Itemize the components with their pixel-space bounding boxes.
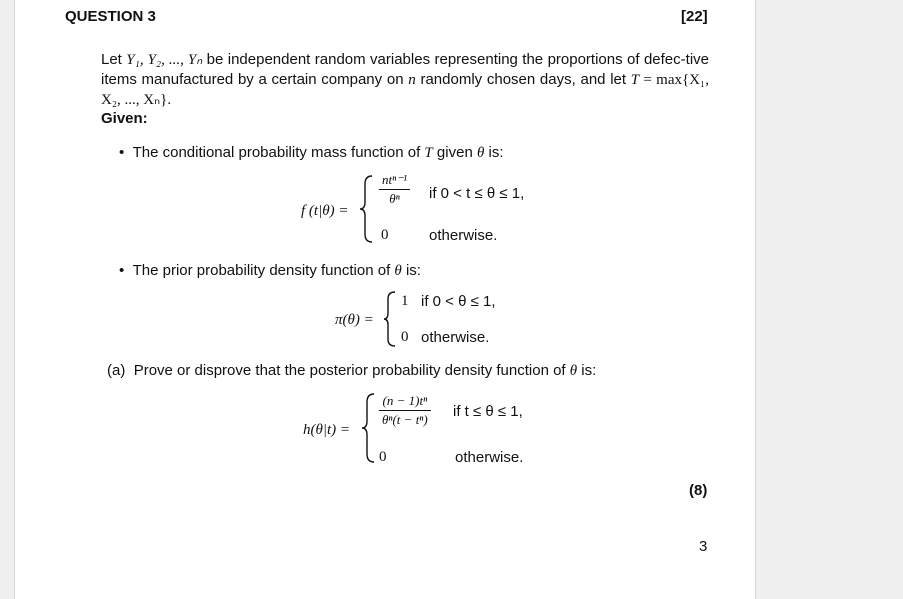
bullet2-text-a: The prior probability density function of	[132, 262, 395, 279]
bullet-dot: •	[119, 262, 133, 279]
posterior-cond1: if t ≤ θ ≤ 1,	[453, 403, 523, 420]
page-number: 3	[699, 538, 708, 555]
bullet-dot: •	[119, 144, 133, 161]
question-title: QUESTION 3	[65, 8, 156, 25]
bullet2-theta: θ	[394, 263, 402, 279]
part-a-label: (a)	[107, 362, 126, 379]
posterior-lhs: h(θ|t) =	[303, 422, 351, 438]
bullet1-text-b: given	[432, 144, 477, 161]
intro-text-1: Let	[101, 51, 127, 68]
bullet2-text-b: is:	[401, 262, 421, 279]
posterior-num: (n − 1)tⁿ	[379, 393, 431, 411]
document-page	[14, 0, 756, 599]
question-marks: [22]	[681, 8, 708, 25]
pmf-lhs: f (t|θ) =	[301, 203, 349, 219]
prior-cond1: if 0 < θ ≤ 1,	[421, 293, 496, 310]
bullet1-text-c: is:	[484, 144, 504, 161]
prior-otherwise: otherwise.	[421, 329, 490, 346]
intro-vars: Y₁, Y₂, ..., Yₙ	[126, 52, 203, 68]
intro-eq: =	[639, 72, 657, 88]
pmf-otherwise: otherwise.	[429, 227, 498, 244]
prior-brace	[383, 290, 397, 348]
posterior-zero: 0	[379, 449, 387, 465]
pmf-zero: 0	[381, 227, 389, 243]
posterior-brace	[361, 392, 377, 464]
part-a	[107, 362, 596, 380]
posterior-otherwise: otherwise.	[455, 449, 524, 466]
bullet1-T: T	[424, 145, 433, 161]
part-a-marks: (8)	[689, 482, 708, 499]
intro-max: max{X₁, X₂, ..., Xₙ}.	[101, 72, 709, 108]
prior-one: 1	[401, 293, 409, 309]
intro-n: n	[408, 72, 416, 88]
part-a-text: Prove or disprove that the posterior probability density function of	[133, 362, 570, 379]
intro-paragraph	[101, 50, 709, 110]
part-a-theta: θ	[569, 363, 578, 379]
intro-text-3: randomly chosen days, and let	[415, 71, 631, 88]
pmf-fraction	[379, 172, 410, 207]
prior-lhs: π(θ) =	[335, 312, 374, 328]
bullet1-text-a: The conditional probability mass function of	[132, 144, 425, 161]
intro-T: T	[630, 72, 640, 88]
given-label: Given:	[101, 110, 148, 127]
bullet-prior	[119, 262, 421, 280]
intro-text-2: be independent random variables representing the proportions of defec-tive items manufactured by a certain company on	[101, 51, 709, 88]
pmf-cond1: if 0 < t ≤ θ ≤ 1,	[429, 185, 525, 202]
bullet1-theta: θ	[476, 145, 485, 161]
part-a-text-b: is:	[577, 362, 597, 379]
pmf-den: θⁿ	[389, 191, 400, 206]
posterior-den: θⁿ(t − tⁿ)	[382, 412, 428, 427]
bullet-pmf	[119, 144, 504, 162]
pmf-brace	[359, 174, 375, 244]
pmf-num: ntⁿ⁻¹	[379, 172, 410, 190]
posterior-fraction	[379, 393, 431, 428]
prior-zero: 0	[401, 329, 409, 345]
